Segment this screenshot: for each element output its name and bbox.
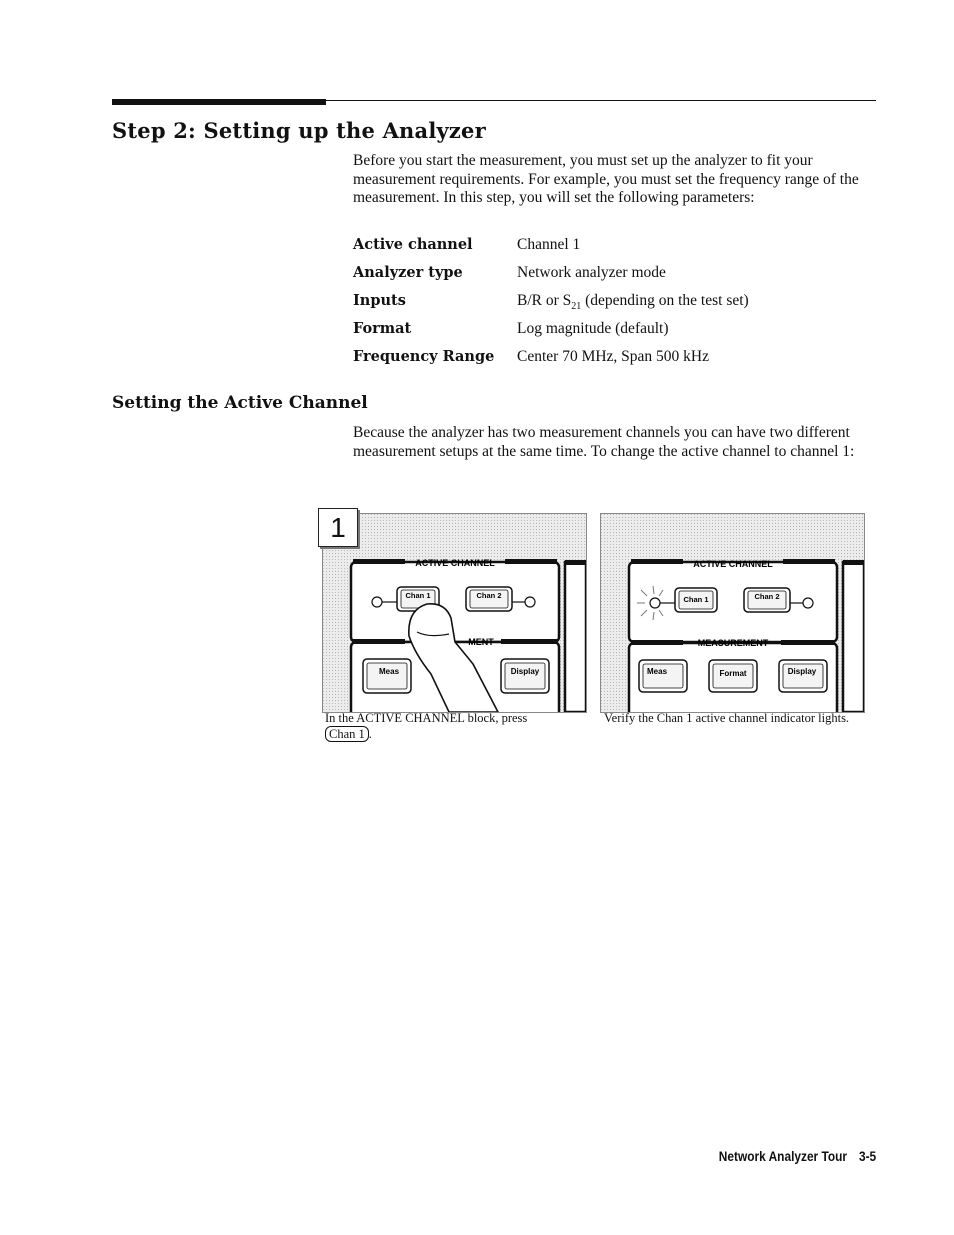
measurement-label-partial: MENT — [468, 637, 494, 647]
parameter-list — [353, 235, 749, 375]
chan2-button-label: Chan 2 — [476, 591, 502, 600]
parameter-row — [353, 319, 749, 347]
parameter-name: Inputs — [353, 292, 406, 309]
caption-left-text: In the ACTIVE CHANNEL block, press — [325, 711, 528, 725]
chan2-button-label: Chan 2 — [754, 592, 780, 601]
page-footer — [719, 1148, 876, 1164]
format-button-label: Format — [719, 669, 747, 678]
parameter-name: Format — [353, 320, 412, 337]
parameter-row — [353, 235, 749, 263]
parameter-value — [517, 291, 749, 317]
header-rule-thick — [112, 99, 326, 105]
active-channel-label: ACTIVE CHANNEL — [415, 558, 495, 568]
parameter-row — [353, 291, 749, 319]
figure-caption-left — [325, 710, 587, 742]
subsection-title: Setting the Active Channel — [112, 393, 368, 413]
chan1-button-label: Chan 1 — [405, 591, 431, 600]
parameter-value: Center 70 MHz, Span 500 kHz — [517, 348, 709, 365]
display-button-label: Display — [787, 667, 817, 676]
display-button-label: Display — [510, 667, 540, 676]
section-title: Step 2: Setting up the Analyzer — [112, 118, 486, 143]
chan1-button-label: Chan 1 — [683, 595, 709, 604]
parameter-name: Analyzer type — [353, 264, 463, 281]
parameter-value: Network analyzer mode — [517, 264, 666, 281]
intro-paragraph: Before you start the measurement, you must set up the analyzer to fit your measurement requirements. For example, you must set the frequency range of the measurement. In this step, you will set the following parameters: — [353, 152, 859, 206]
front-panel-illustration-verify — [600, 513, 865, 713]
inputs-suffix: (depending on the test set) — [581, 292, 749, 309]
inputs-prefix: B/R or S — [517, 292, 572, 309]
meas-button-label: Meas — [379, 667, 400, 676]
meas-button-label: Meas — [647, 667, 668, 676]
step-number-badge: 1 — [318, 508, 358, 547]
front-panel-illustration-press — [322, 513, 587, 713]
active-channel-label: ACTIVE CHANNEL — [693, 559, 773, 569]
parameter-row — [353, 347, 749, 375]
inputs-subscript: 21 — [571, 301, 582, 313]
subsection-paragraph: Because the analyzer has two measurement channels you can have two different measurement setups at the same time. To change the active channel to channel 1: — [353, 424, 855, 460]
parameter-value: Channel 1 — [517, 236, 581, 253]
parameter-value: Log magnitude (default) — [517, 320, 669, 337]
caption-left-end: . — [368, 727, 372, 741]
chan1-key-reference: Chan 1 — [325, 726, 369, 742]
parameter-row — [353, 263, 749, 291]
footer-chapter: Network Analyzer Tour — [718, 1148, 847, 1164]
figure-caption-right: Verify the Chan 1 active channel indicator lights. — [604, 711, 850, 725]
measurement-label: MEASUREMENT — [697, 638, 769, 648]
parameter-name: Active channel — [353, 236, 473, 253]
parameter-name: Frequency Range — [353, 348, 495, 365]
footer-page-number: 3-5 — [858, 1148, 876, 1164]
chan1-indicator-light — [650, 598, 660, 608]
